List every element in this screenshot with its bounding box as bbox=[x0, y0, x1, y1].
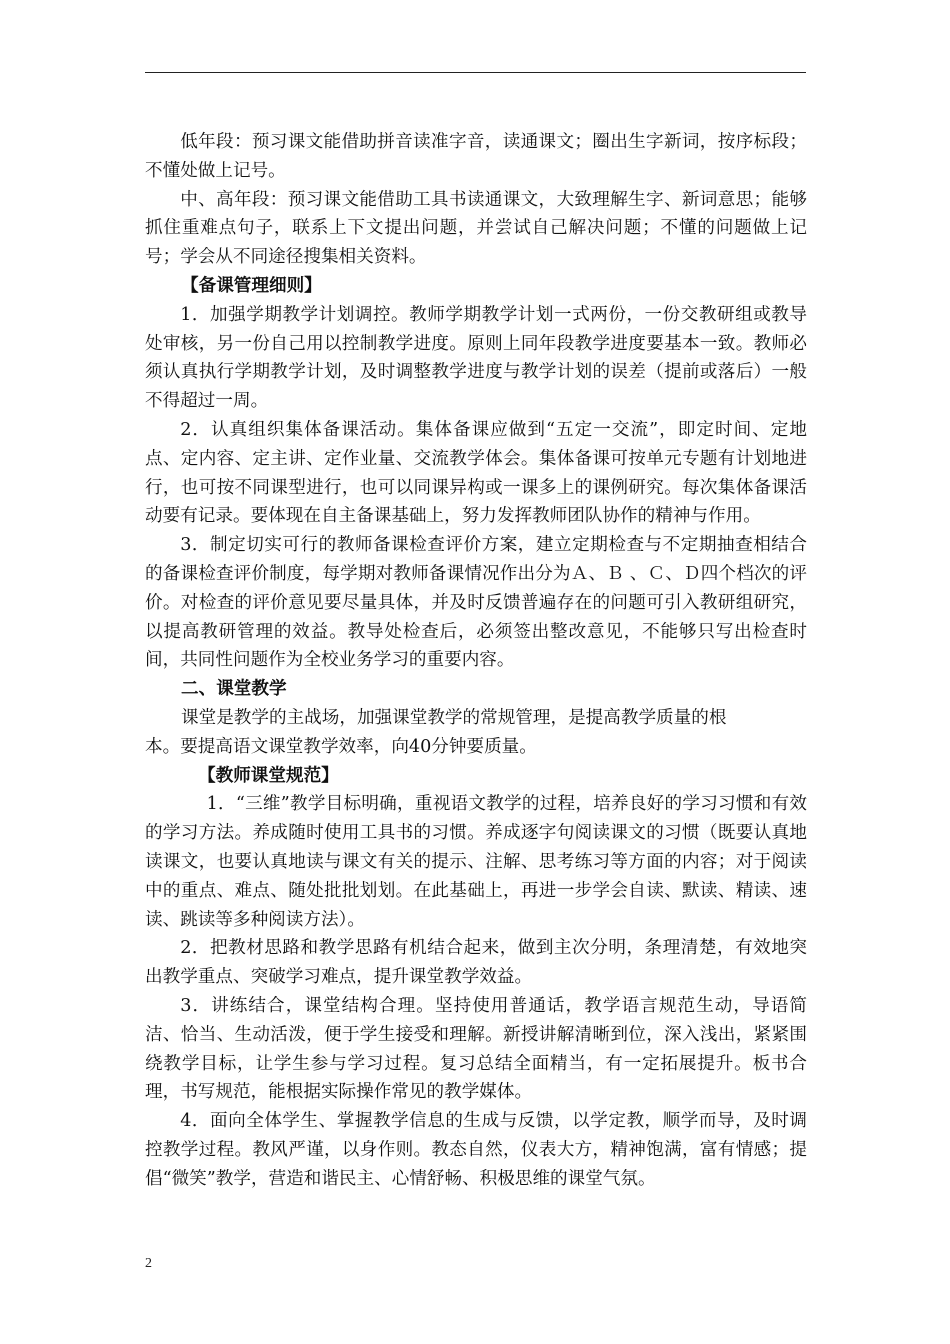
paragraph-norm-2: 2．把教材思路和教学思路有机结合起来，做到主次分明，条理清楚，有效地突出教学重点、突破学习难点，提升课堂教学效益。 bbox=[145, 938, 807, 988]
page-number: 2 bbox=[145, 1256, 152, 1271]
document-body bbox=[145, 128, 807, 1193]
paragraph-norm-3: 3．讲练结合，课堂结构合理。坚持使用普通话，教学语言规范生动，导语简洁、恰当、生动活泼，便于学生接受和理解。新授讲解清晰到位，深入浅出，紧紧围绕教学目标，让学生参与学习过程。复习总结全面精当，有一定拓展提升。板书合理，书写规范，能根据实际操作常见的教学媒体。 bbox=[145, 995, 807, 1103]
paragraph-rule-2: 2．认真组织集体备课活动。集体备课应做到“五定一交流”，即定时间、定地点、定内容、定主讲、定作业量、交流教学体会。集体备课可按单元专题有计划地进行，也可按不同课型进行，也可以同课异构或一课多上的课例研究。每次集体备课活动要有记录。要体现在自主备课基础上，努力发挥教师团队协作的精神与作用。 bbox=[145, 419, 807, 527]
header-rule bbox=[145, 72, 806, 73]
paragraph-classroom-intro-cont: 本。要提高语文课堂教学效率，向40分钟要质量。 bbox=[145, 736, 537, 757]
paragraph-norm-4: 4．面向全体学生、掌握教学信息的生成与反馈，以学定教，顺学而导，及时调控教学过程。教风严谨，以身作则。教态自然，仪表大方，精神饱满，富有情感；提倡“微笑”教学，营造和谐民主、心情舒畅、积极思维的课堂气氛。 bbox=[145, 1111, 807, 1189]
paragraph-classroom-intro: 课堂是教学的主战场，加强课堂教学的常规管理，是提高教学质量的根 bbox=[181, 707, 727, 728]
heading-lesson-prep-rules: 【备课管理细则】 bbox=[181, 274, 322, 296]
paragraph-lower-grades: 低年段：预习课文能借助拼音读准字音，读通课文；圈出生字新词，按序标段；不懂处做上记号。 bbox=[145, 132, 807, 181]
paragraph-rule-1: 1．加强学期教学计划调控。教师学期教学计划一式两份，一份交教研组或教导处审核，另一份自己用以控制教学进度。原则上同年段教学进度要基本一致。教师必须认真执行学期教学计划，及时调整教学进度与教学计划的误差（提前或落后）一般不得超过一周。 bbox=[145, 304, 807, 412]
paragraph-rule-3: 3．制定切实可行的教师备课检查评价方案，建立定期检查与不定期抽查相结合的备课检查评价制度，每学期对教师备课情况作出分为Ａ、Ｂ 、Ｃ、Ｄ四个档次的评价。对检查的评价意见要尽量具体，并及时反馈普遍存在的问题可引入教研组研究，以提高教研管理的效益。教导处检查后，必须签出整改意见，不能够只写出检查时间，共同性问题作为全校业务学习的重要内容。 bbox=[145, 535, 807, 671]
heading-teacher-classroom-norms: 【教师课堂规范】 bbox=[198, 764, 339, 786]
heading-classroom-teaching: 二、课堂教学 bbox=[181, 678, 287, 700]
paragraph-norm-1: 1．“三维”教学目标明确，重视语文教学的过程，培养良好的学习习惯和有效的学习方法。养成随时使用工具书的习惯。养成逐字句阅读课文的习惯（既要认真地读课文，也要认真地读与课文有关的提示、注解、思考练习等方面的内容；对于阅读中的重点、难点、随处批批划划。在此基础上，再进一步学会自读、默读、精读、速读、跳读等多种阅读方法）。 bbox=[145, 794, 807, 930]
paragraph-upper-grades: 中、高年段：预习课文能借助工具书读通课文，大致理解生字、新词意思；能够抓住重难点句子，联系上下文提出问题，并尝试自己解决问题；不懂的问题做上记号；学会从不同途径搜集相关资料。 bbox=[145, 189, 807, 268]
